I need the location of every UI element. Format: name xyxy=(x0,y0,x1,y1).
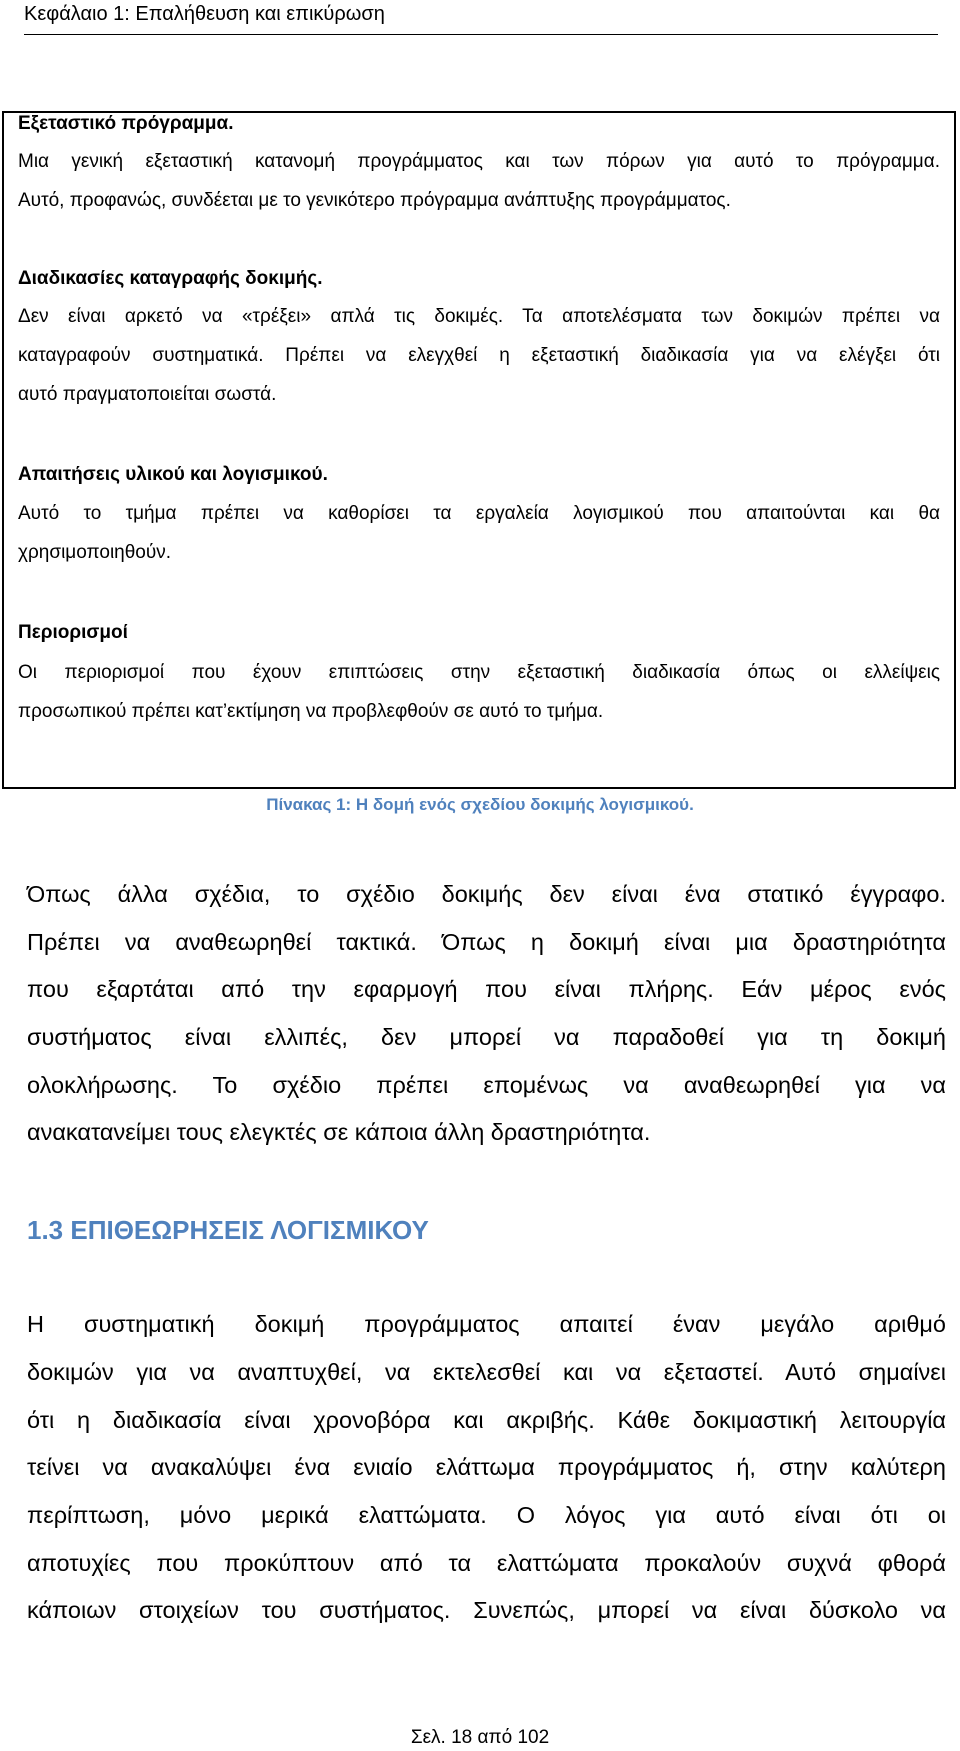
table-heading-test-schedule: Εξεταστικό πρόγραμμα. xyxy=(18,113,234,134)
table-text-line: Οι περιορισμοί που έχουν επιπτώσεις στην εξεταστική διαδικασία όπως οι ελλείψεις xyxy=(18,662,940,683)
page-number: Σελ. 18 από 102 xyxy=(410,1727,550,1748)
paragraph-line: δοκιμών για να αναπτυχθεί, να εκτελεσθεί και να εξεταστεί. Αυτό σημαίνει xyxy=(27,1359,946,1385)
table-text-line: προσωπικού πρέπει κατ’εκτίμηση να προβλεφθούν σε αυτό το τμήμα. xyxy=(18,701,604,722)
paragraph-line: που εξαρτάται από την εφαρμογή που είναι πλήρης. Εάν μέρος ενός xyxy=(27,976,946,1002)
paragraph-line: Η συστηματική δοκιμή προγράμματος απαιτεί έναν μεγάλο αριθμό xyxy=(27,1311,946,1337)
table-text-line: αυτό πραγματοποιείται σωστά. xyxy=(18,384,277,405)
paragraph-line: Πρέπει να αναθεωρηθεί τακτικά. Όπως η δοκιμή είναι μια δραστηριότητα xyxy=(27,929,946,955)
table-heading-test-recording: Διαδικασίες καταγραφής δοκιμής. xyxy=(18,268,323,289)
paragraph-line: ανακατανείμει τους ελεγκτές σε κάποια άλλη δραστηριότητα. xyxy=(27,1119,651,1145)
table-text-line: Μια γενική εξεταστική κατανομή προγράμματος και των πόρων για αυτό το πρόγραμμα. xyxy=(18,151,940,172)
paragraph-line: ολοκλήρωσης. Το σχέδιο πρέπει επομένως να αναθεωρηθεί για να xyxy=(27,1072,946,1098)
paragraph-line: περίπτωση, μόνο μερικά ελαττώματα. Ο λόγος για αυτό είναι ότι οι xyxy=(27,1502,946,1528)
paragraph-line: ότι η διαδικασία είναι χρονοβόρα και ακριβής. Κάθε δοκιμαστική λειτουργία xyxy=(27,1407,946,1433)
table-heading-requirements: Απαιτήσεις υλικού και λογισμικού. xyxy=(18,464,328,485)
table-heading-constraints: Περιορισμοί xyxy=(18,622,128,643)
paragraph-line: συστήματος είναι ελλιπές, δεν μπορεί να παραδοθεί για τη δοκιμή xyxy=(27,1024,946,1050)
section-heading: 1.3 ΕΠΙΘΕΩΡΗΣΕΙΣ ΛΟΓΙΣΜΙΚΟΥ xyxy=(27,1215,429,1245)
table-text-line: Αυτό, προφανώς, συνδέεται με το γενικότερο πρόγραμμα ανάπτυξης προγράμματος. xyxy=(18,190,731,211)
running-header xyxy=(24,0,938,35)
table-text-line: Δεν είναι αρκετό να «τρέξει» απλά τις δοκιμές. Τα αποτελέσματα των δοκιμών πρέπει να xyxy=(18,306,940,327)
table-text-line: καταγραφούν συστηματικά. Πρέπει να ελεγχθεί η εξεταστική διαδικασία για να ελέγξει ότι xyxy=(18,345,940,366)
table-text-line: Αυτό το τμήμα πρέπει να καθορίσει τα εργαλεία λογισμικού που απαιτούνται και θα xyxy=(18,503,940,524)
paragraph-line: κάποιων στοιχείων του συστήματος. Συνεπώς, μπορεί να είναι δύσκολο να xyxy=(27,1597,946,1623)
paragraph-line: αποτυχίες που προκύπτουν από τα ελαττώματα προκαλούν συχνά φθορά xyxy=(27,1550,946,1576)
paragraph-line: τείνει να ανακαλύψει ένα ενιαίο ελάττωμα προγράμματος ή, στην καλύτερη xyxy=(27,1454,946,1480)
table-text-line: χρησιμοποιηθούν. xyxy=(18,542,172,563)
paragraph-line: Όπως άλλα σχέδια, το σχέδιο δοκιμής δεν είναι ένα στατικό έγγραφο. xyxy=(27,881,946,907)
table-caption: Πίνακας 1: Η δομή ενός σχεδίου δοκιμής λογισμικού. xyxy=(266,795,694,814)
test-plan-structure-table xyxy=(2,111,956,789)
chapter-title: Κεφάλαιο 1: Επαλήθευση και επικύρωση xyxy=(24,3,385,25)
